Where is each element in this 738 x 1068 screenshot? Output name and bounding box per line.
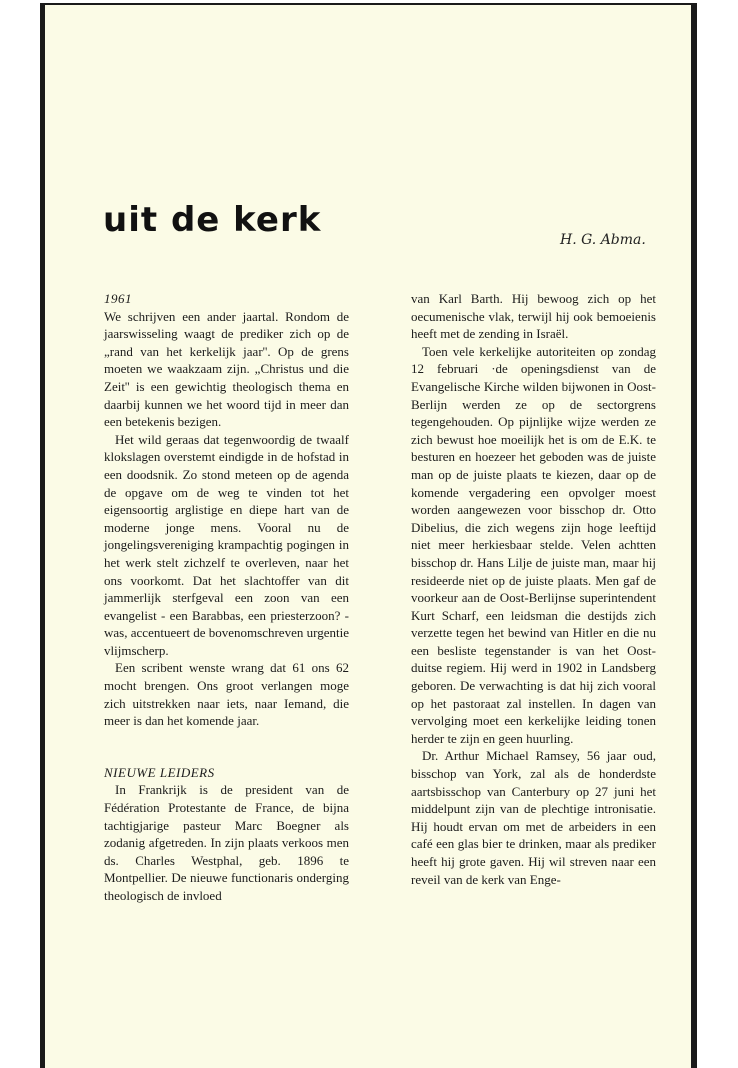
- paragraph: Een scribent wenste wrang dat 61 ons 62 mocht brengen. Ons groot verlangen moge zich uitstrekken naar iets, naar Iemand, die meer is dan het komende jaar.: [104, 660, 349, 729]
- paragraph: Dr. Arthur Michael Ramsey, 56 jaar oud, bisschop van York, zal als de honderdste aartsbisschop van Canterbury op 27 juni het middelpunt zijn van de plechtige intronisatie. Hij houdt ervan om met de arbeiders in een café een glas bier te drinken, maar als prediker heeft hij grote gaven. Hij wil streven naar een reveil van de kerk van Enge-: [411, 748, 656, 887]
- paragraph: Toen vele kerkelijke autoriteiten op zondag 12 februari ·de openingsdienst van de Evangelische Kirche wilden bijwonen in Oost-Berlijn werden ze op de sectorgrens tegengehouden. Op pijnlijke wijze werden ze zich bewust hoe moeilijk het is om de E.K. te besturen en hoezeer het geboden was de juiste man op de juiste plaats te kiezen, daar op de komende vergadering een opvolger moest worden aangewezen voor bisschop dr. Otto Dibelius, die zich wegens zijn hoge leeftijd niet meer herkiesbaar stelde. Velen achtten bisschop dr. Hans Lilje de juiste man, maar hij resideerde niet op de juiste plaats. Men gaf de voorkeur aan de Oost-Berlijnse superintendent Kurt Scharf, een leidsman die destijds zich verzette tegen het bewind van Hitler en die nu een besliste tegenstander is van het Oost-duitse regiem. Hij werd in 1902 in Landsberg geboren. De verwachting is dat hij zich vooral op het pastoraat zal instellen. In dagen van vervolging moet een kerkelijke leiding tonen herder te zijn en geen huurling.: [411, 343, 656, 746]
- paragraph: We schrijven een ander jaartal. Rondom de jaarswisseling waagt de prediker zich op de „rand van het kerkelijk jaar''. Op de grens moeten we waakzaam zijn. „Christus und die Zeit'' is een gewichtig theologisch thema en daarbij kunnen we het woord tijd in meer dan een betekenis bezigen.: [104, 308, 349, 430]
- section-title-nieuwe-leiders: NIEUWE LEIDERS: [104, 764, 215, 780]
- section-heading: uit de kerk: [103, 200, 322, 240]
- left-column: [104, 290, 349, 905]
- paragraph: van Karl Barth. Hij bewoog zich op het oecumenische vlak, terwijl hij ook bemoeienis heeft met de zending in Israël.: [411, 291, 656, 342]
- paragraph: In Frankrijk is de president van de Fédération Protestante de France, de bijna tachtigjarige pasteur Marc Boegner als zodanig afgetreden. In zijn plaats verkoos men ds. Charles Westphal, geb. 1896 te Montpellier. De nieuwe functionaris onderging theologisch de invloed: [104, 782, 349, 903]
- paragraph: Het wild geraas dat tegenwoordig de twaalf klokslagen overstemt eindigde in de hofstad in een doodsnik. Zo stond meteen op de agenda de opgave om de weg te vinden tot het eigensoortig arglistige en diepe hart van de moderne jonge mens. Vooral nu de jongelingsvereniging krampachtig pogingen in het werk stelt zichzelf te overleven, naar het ons voorkomt. Dat het slachtoffer van dit jammerlijk sterfgeval een zoon van een evangelist - een Barabbas, een priesterzoon? - was, accentueert de bovenomschreven urgentie vlijmscherp.: [104, 431, 349, 658]
- right-column: [411, 290, 656, 888]
- section-title-1961: 1961: [104, 291, 132, 306]
- author-name: H. G. Abma.: [560, 232, 646, 248]
- section-gap: [104, 730, 349, 764]
